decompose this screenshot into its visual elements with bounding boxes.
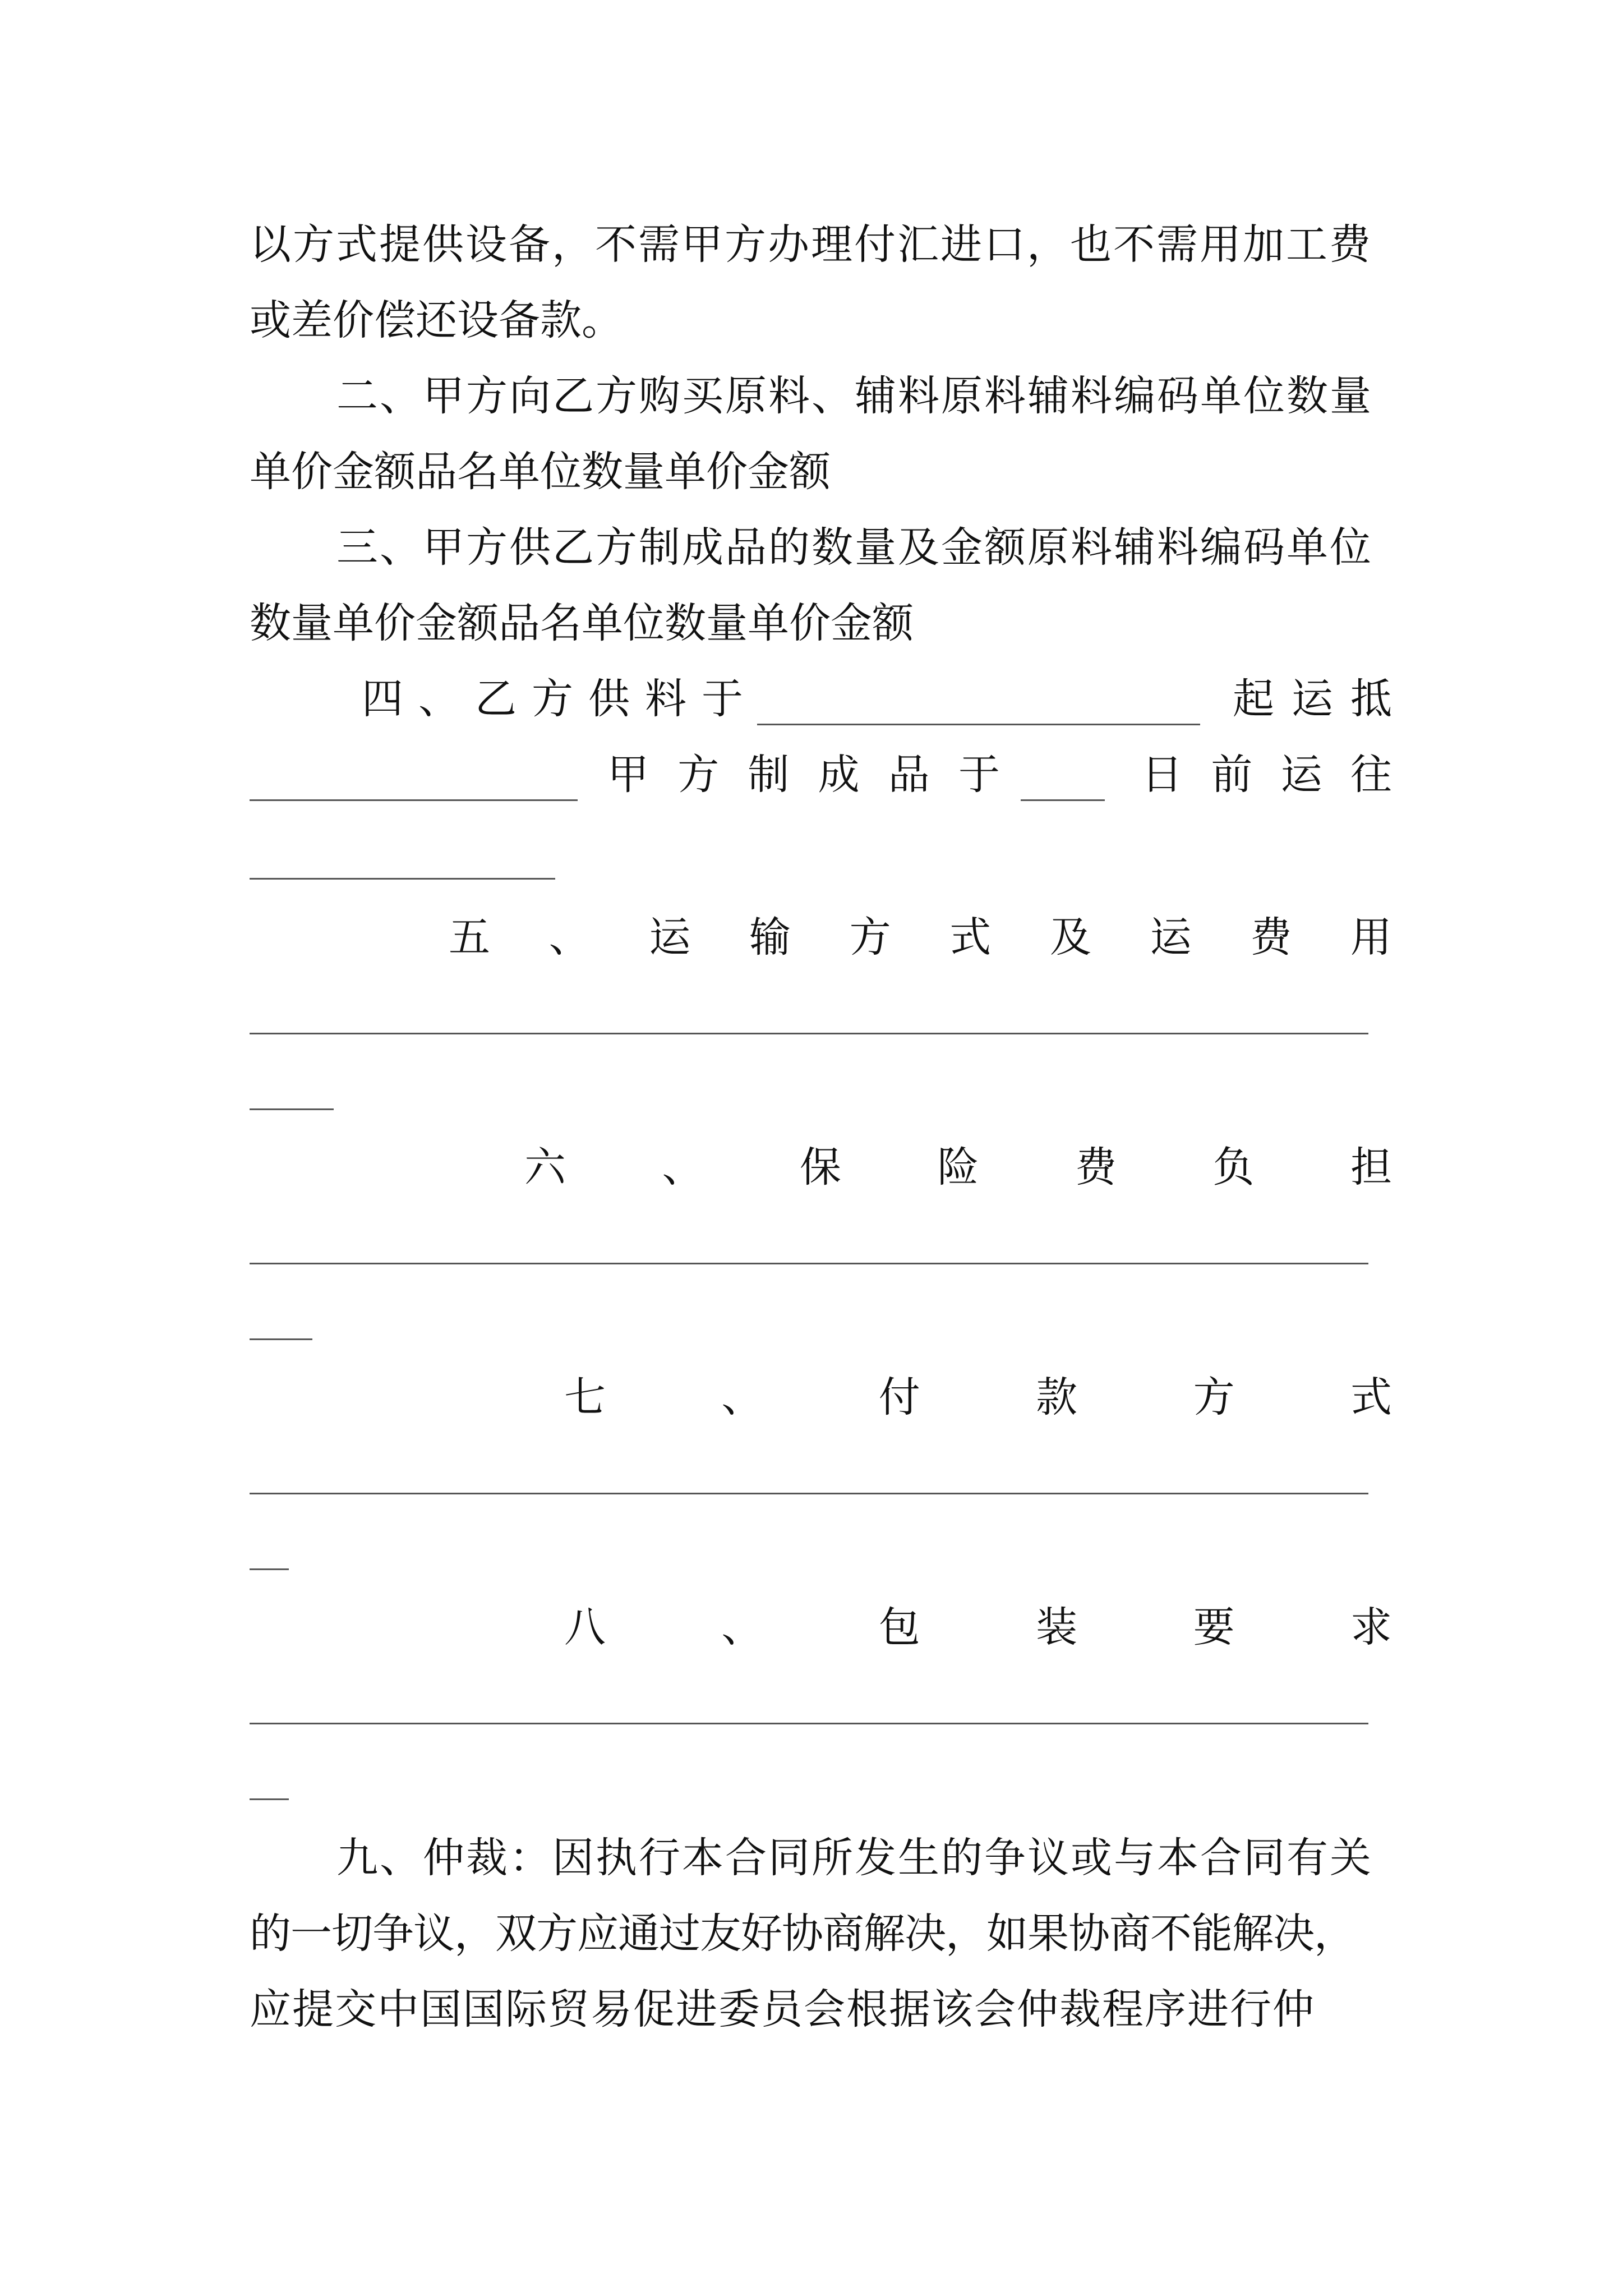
- char: 、: [662, 1143, 704, 1191]
- char: 运: [649, 913, 691, 961]
- char: 成: [818, 751, 860, 799]
- char: 用: [1350, 913, 1392, 961]
- clause-7-heading: [564, 1369, 1392, 1425]
- clause-4-line-2b: [1141, 747, 1392, 803]
- char: 供: [588, 675, 630, 723]
- blank-underline: [250, 1263, 1368, 1264]
- char: 方: [677, 751, 720, 799]
- char: 负: [1212, 1143, 1255, 1191]
- char: 、: [721, 1603, 763, 1651]
- blank-underline: [250, 1033, 1368, 1034]
- char: 往: [1350, 751, 1392, 799]
- char: 运: [1280, 751, 1322, 799]
- clause-6-heading: [524, 1139, 1392, 1195]
- char: 起: [1233, 675, 1274, 723]
- blank-underline: [250, 1493, 1368, 1494]
- clause-3-line-1: 三、甲方供乙方制成品的数量及金额原料辅料编码单位: [336, 523, 1373, 572]
- clause-8-heading: [564, 1599, 1392, 1655]
- char: 抵: [1350, 675, 1392, 723]
- char: 付: [878, 1373, 920, 1421]
- char: 、: [548, 913, 591, 961]
- char: 装: [1036, 1603, 1078, 1651]
- char: 制: [748, 751, 790, 799]
- clause-9-line-2: 的一切争议，双方应通过友好协商解决，如果协商不能解决，: [250, 1910, 1355, 1958]
- blank-underline: [250, 1338, 312, 1340]
- char: 要: [1193, 1603, 1235, 1651]
- clause-3-line-2: 数量单价金额品名单位数量单价金额: [250, 599, 914, 647]
- char: 四: [362, 675, 403, 723]
- char: 方: [532, 675, 573, 723]
- clause-4-line-2a: [607, 747, 1000, 803]
- paragraph-line: 或差价偿还设备款。: [250, 296, 623, 344]
- char: 担: [1350, 1143, 1392, 1191]
- blank-underline: [250, 878, 555, 880]
- char: 方: [849, 913, 891, 961]
- clause-5-heading: [449, 909, 1392, 965]
- char: 乙: [475, 675, 517, 723]
- clause-4-line-1a: [362, 671, 743, 727]
- char: 款: [1036, 1373, 1078, 1421]
- char: 前: [1211, 751, 1253, 799]
- clause-9-line-3: 应提交中国国际贸易促进委员会根据该会仲裁程序进行仲: [250, 1985, 1315, 2033]
- char: 于: [958, 751, 1000, 799]
- blank-underline: [250, 1568, 289, 1570]
- clause-2-line-1: 二、甲方向乙方购买原料、辅料原料辅料编码单位数量: [336, 372, 1373, 420]
- blank-underline: [1021, 799, 1105, 801]
- text-line: 以方式提供设备，不需甲方办理付汇进口，也不需用加工费: [250, 220, 1372, 269]
- char: 求: [1350, 1603, 1392, 1651]
- char: 五: [449, 913, 490, 961]
- char: 七: [564, 1373, 606, 1421]
- blank-underline: [250, 1108, 334, 1110]
- char: 甲: [607, 751, 649, 799]
- char: 保: [800, 1143, 841, 1191]
- blank-underline: [250, 799, 578, 801]
- blank-underline: [757, 724, 1200, 725]
- blank-underline: [250, 1798, 289, 1800]
- clause-4-line-1b: [1233, 671, 1392, 727]
- blank-underline: [250, 1723, 1368, 1724]
- clause-2-line-2: 单价金额品名单位数量单价金额: [250, 448, 831, 496]
- char: 费: [1250, 913, 1292, 961]
- char: 运: [1150, 913, 1192, 961]
- char: 品: [888, 751, 930, 799]
- char: 六: [524, 1143, 566, 1191]
- char: 输: [749, 913, 791, 961]
- char: 及: [1049, 913, 1091, 961]
- clause-9-line-1: 九、仲裁：因执行本合同所发生的争议或与本合同有关: [336, 1834, 1373, 1882]
- char: 、: [418, 675, 460, 723]
- char: 八: [564, 1603, 606, 1651]
- char: 运: [1292, 675, 1333, 723]
- char: 费: [1075, 1143, 1117, 1191]
- char: 于: [702, 675, 743, 723]
- char: 险: [937, 1143, 979, 1191]
- char: 式: [1350, 1373, 1392, 1421]
- char: 料: [645, 675, 686, 723]
- char: 、: [721, 1373, 763, 1421]
- char: 式: [949, 913, 992, 961]
- char: 包: [878, 1603, 920, 1651]
- char: 方: [1193, 1373, 1235, 1421]
- paragraph-line: [250, 217, 1392, 273]
- char: 日: [1141, 751, 1183, 799]
